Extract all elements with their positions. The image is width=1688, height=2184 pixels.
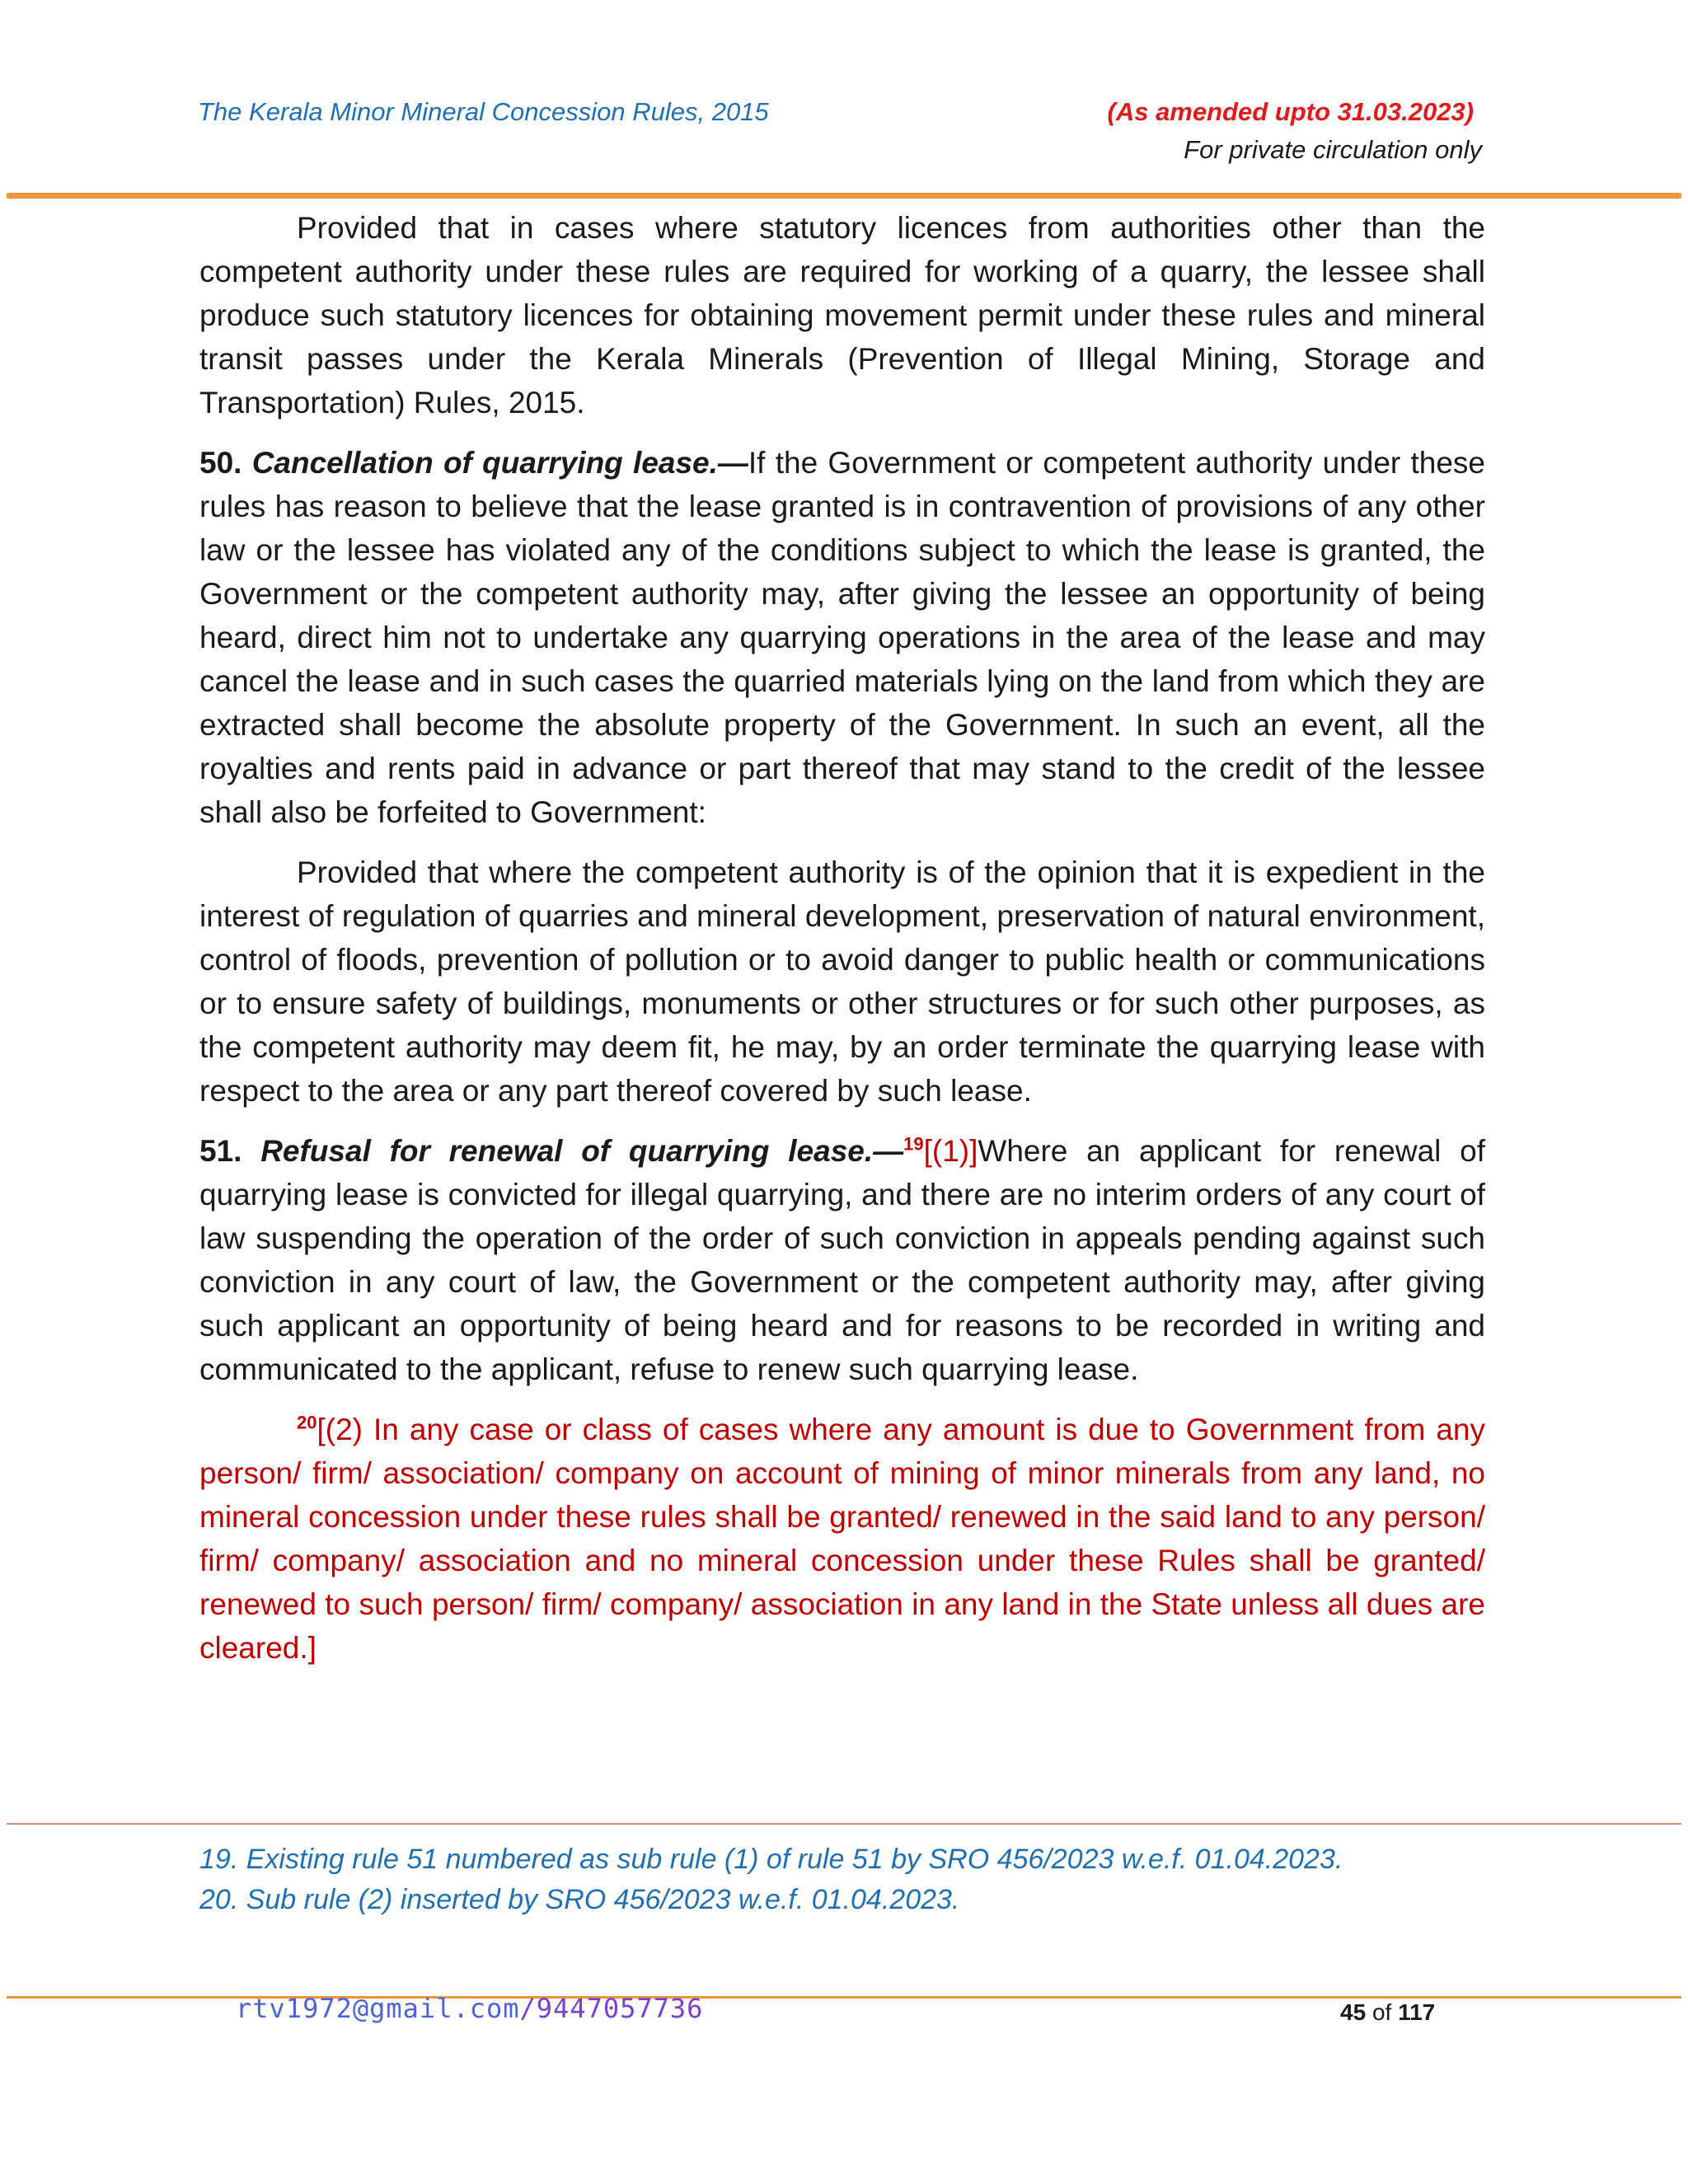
header-divider (7, 193, 1681, 199)
rule-51-subrule-2 (199, 1408, 1485, 1670)
rule-51-number: 51. (199, 1134, 242, 1168)
footnote-divider (7, 1823, 1681, 1825)
footer-separator: / (519, 1993, 537, 2024)
rule-50-number: 50. (199, 446, 242, 480)
footnote-19: 19. Existing rule 51 numbered as sub rule (1) of rule 51 by SRO 456/2023 w.e.f. 01.04.2023. (199, 1844, 1343, 1875)
rule-51-title: Refusal for renewal of quarrying lease.— (260, 1134, 904, 1168)
footnote-ref-20: 20 (297, 1412, 317, 1433)
rule-51-text: Where an applicant for renewal of quarrying lease is convicted for illegal quarrying, and there are no interim orders of any court of law suspending the operation of the order of such conviction in appeals pending against such conviction in any court of law, the Government or the competent authority may, after giving such applicant an opportunity of being heard and for reasons to be recorded in writing and communicated to the applicant, refuse to renew such quarrying lease. (199, 1134, 1485, 1386)
paragraph-proviso-termination: Provided that where the competent authority is of the opinion that it is expedient in the interest of regulation of quarries and mineral development, preservation of natural environment, control of floods, prevention of pollution or to avoid danger to public health or communications or to ensure safety of buildings, monuments or other structures or for such other purposes, as the competent authority may deem fit, he may, by an order terminate the quarrying lease with respect to the area or any part thereof covered by such lease. (199, 855, 1485, 1108)
rule-51 (199, 1129, 1485, 1391)
rule-51-subrule-2-text: [(2) In any case or class of cases where any amount is due to Government from any person/ firm/ association/ company on account of mining of minor minerals from any land, no mineral concession under these rules shall be granted/ renewed in the said land to any person/ firm/ company/ association and no mineral concession under these Rules shall be granted/ renewed to such person/ firm/ company/ association in any land in the State unless all dues are cleared.] (199, 1413, 1485, 1665)
page-number (1340, 1999, 1435, 2026)
document-title: The Kerala Minor Mineral Concession Rules, 2015 (198, 97, 769, 126)
rule-51-subrule-marker: [(1)] (923, 1134, 978, 1168)
paragraph-proviso-licences: Provided that in cases where statutory licences from authorities other than the competent authority under these rules are required for working of a quarry, the lessee shall produce such statutory licences for obtaining movement permit under these rules and mineral transit passes under the Kerala Minerals (Prevention of Illegal Mining, Storage and Transportation) Rules, 2015. (199, 211, 1485, 419)
footer-phone: 9447057736 (536, 1993, 704, 2024)
circulation-note: For private circulation only (1184, 135, 1482, 164)
footnotes (199, 1840, 1518, 1920)
rule-50-title: Cancellation of quarrying lease.— (251, 446, 748, 480)
document-body (199, 206, 1485, 1686)
footer-contact (236, 1993, 703, 2024)
footnote-20: 20. Sub rule (2) inserted by SRO 456/2023 w.e.f. 01.04.2023. (199, 1884, 960, 1915)
rule-50 (199, 441, 1485, 834)
page-total: 117 (1398, 1999, 1436, 2025)
page-of: of (1372, 1999, 1392, 2025)
rule-50-text: If the Government or competent authority under these rules has reason to believe that the lease granted is in contravention of provisions of any other law or the lessee has violated any of the conditions subject to which the lease is granted, the Government or the competent authority may, after giving the lessee an opportunity of being heard, direct him not to undertake any quarrying operations in the area of the lease and may cancel the lease and in such cases the quarried materials lying on the land from which they are extracted shall become the absolute property of the Government. In such an event, all the royalties and rents paid in advance or part thereof that may stand to the credit of the lessee shall also be forfeited to Government: (199, 446, 1486, 829)
footnote-ref-19: 19 (903, 1133, 924, 1155)
footer-email[interactable]: rtv1972@gmail.com (236, 1993, 520, 2024)
amendment-note: (As amended upto 31.03.2023) (1107, 97, 1474, 126)
page-current: 45 (1340, 1999, 1367, 2025)
